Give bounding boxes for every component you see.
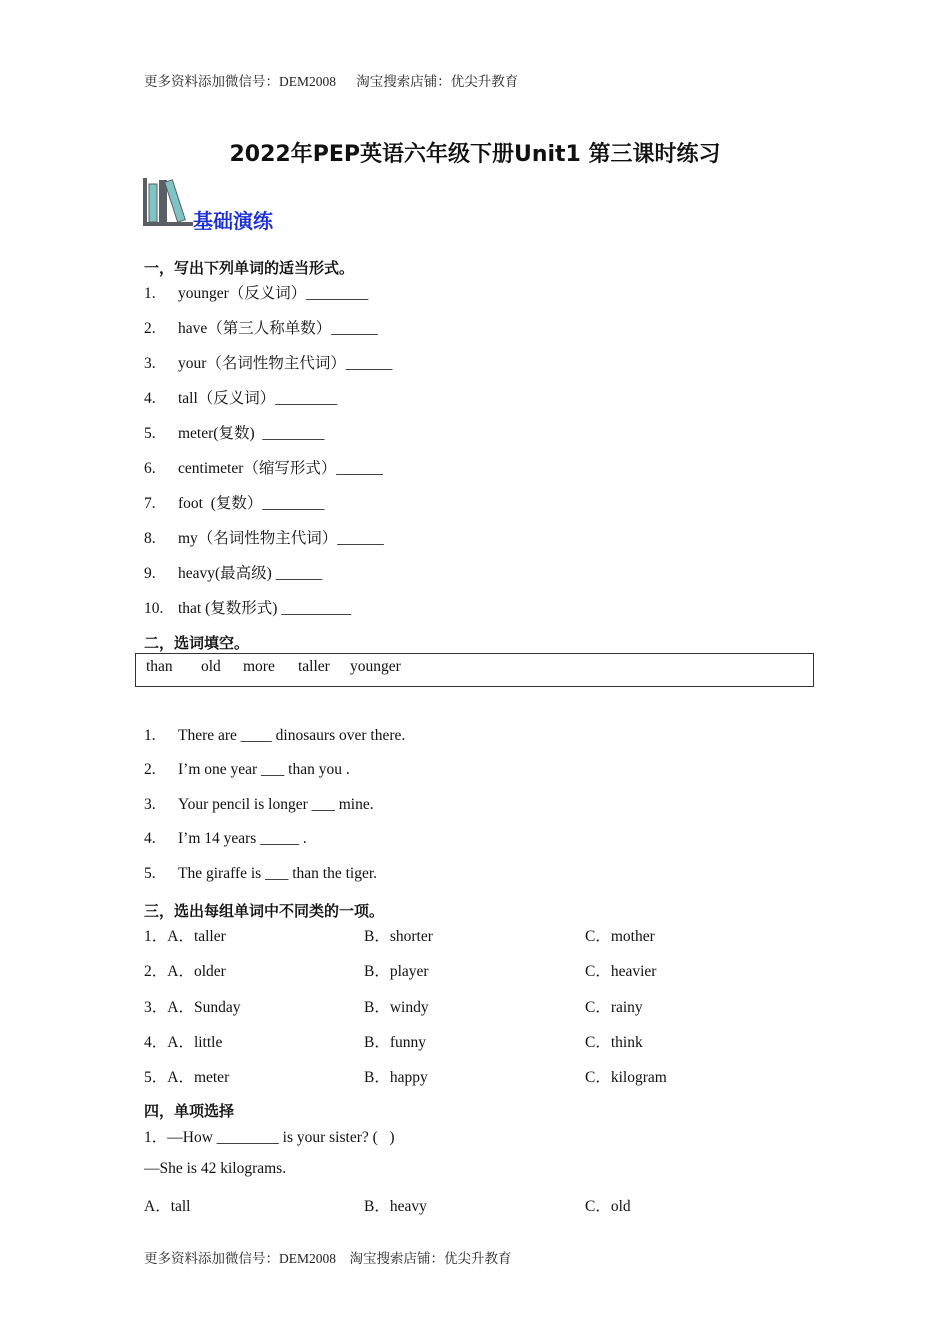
page-footer: 更多资料添加微信号：DEM2008 淘宝搜索店铺：优尖升教育 <box>144 1251 512 1266</box>
question-text: 1．—How ________ is your sister? ( ) <box>144 1129 395 1146</box>
option-a: A．tall <box>144 1198 191 1215</box>
option-b: B．windy <box>364 999 429 1016</box>
list-item: 5. The giraffe is ___ than the tiger. <box>144 865 378 882</box>
word-bank-word: younger <box>350 658 401 675</box>
option-c: C．kilogram <box>585 1069 667 1086</box>
section-banner <box>143 176 303 232</box>
list-item: 6. centimeter（缩写形式）______ <box>144 460 383 477</box>
list-item: 5. meter(复数) ________ <box>144 425 325 442</box>
list-item: 8. my（名词性物主代词）______ <box>144 530 384 547</box>
option-b: B．shorter <box>364 928 433 945</box>
option-b: B．happy <box>364 1069 428 1086</box>
list-item: 1. There are ____ dinosaurs over there. <box>144 727 406 744</box>
section-4-heading: 四，单项选择 <box>144 1102 235 1120</box>
page-header: 更多资料添加微信号：DEM2008 淘宝搜索店铺：优尖升教育 <box>144 74 519 89</box>
section-1-heading: 一，写出下列单词的适当形式。 <box>144 259 355 277</box>
word-bank-word: more <box>243 658 275 675</box>
option-a: 5．A．meter <box>144 1069 230 1086</box>
option-a: 4．A．little <box>144 1034 223 1051</box>
option-c: C．mother <box>585 928 655 945</box>
word-bank-box <box>135 653 814 687</box>
list-item: 4. tall（反义词）________ <box>144 390 338 407</box>
word-bank-word: old <box>201 658 221 675</box>
list-item: 3. Your pencil is longer ___ mine. <box>144 796 374 813</box>
word-bank-word: than <box>146 658 173 675</box>
list-item: 10. that (复数形式) _________ <box>144 600 352 617</box>
section-3-heading: 三，选出每组单词中不同类的一项。 <box>144 902 385 920</box>
list-item: 9. heavy(最高级) ______ <box>144 565 323 582</box>
list-item: 2. have（第三人称单数）______ <box>144 320 378 337</box>
option-c: C．think <box>585 1034 643 1051</box>
option-b: B．funny <box>364 1034 427 1051</box>
option-b: B．player <box>364 963 429 980</box>
list-item: 4. I’m 14 years _____ . <box>144 830 307 847</box>
answer-text: —She is 42 kilograms. <box>144 1160 287 1177</box>
list-item: 2. I’m one year ___ than you . <box>144 761 350 778</box>
option-a: 2．A．older <box>144 963 226 980</box>
banner-label: 基础演练 <box>193 209 273 233</box>
list-item: 1. younger（反义词）________ <box>144 285 369 302</box>
option-b: B．heavy <box>364 1198 427 1215</box>
page-title: 2022年PEP英语六年级下册Unit1 第三课时练习 <box>229 142 721 167</box>
option-c: C．rainy <box>585 999 643 1016</box>
option-c: C．old <box>585 1198 631 1215</box>
option-c: C．heavier <box>585 963 657 980</box>
option-a: 3．A．Sunday <box>144 999 241 1016</box>
option-a: 1．A．taller <box>144 928 226 945</box>
word-bank-word: taller <box>298 658 330 675</box>
section-2-heading: 二，选词填空。 <box>144 634 250 652</box>
list-item: 7. foot (复数）________ <box>144 495 325 512</box>
list-item: 3. your（名词性物主代词）______ <box>144 355 393 372</box>
